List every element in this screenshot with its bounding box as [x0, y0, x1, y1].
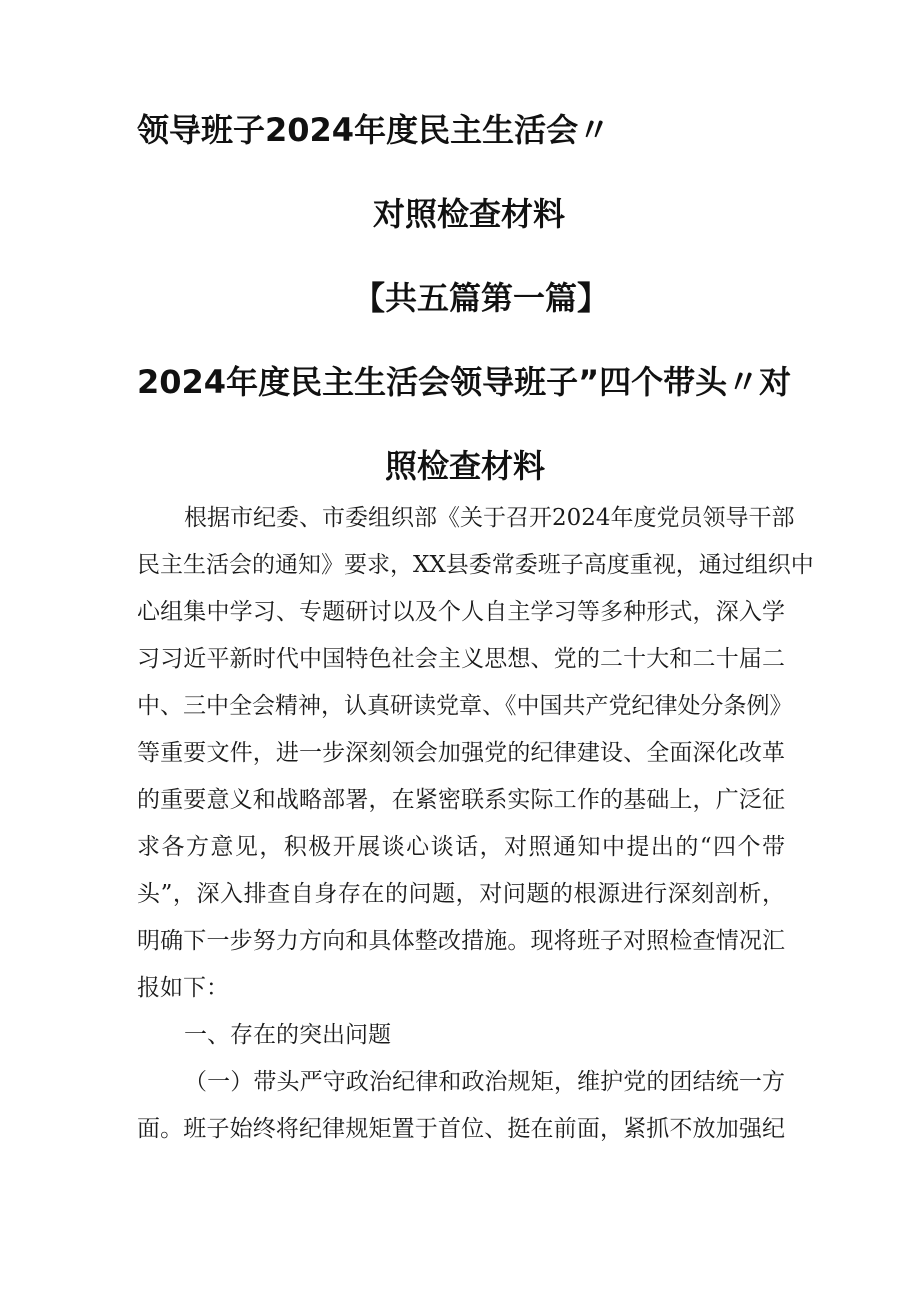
- title-line-5: 照检查材料: [385, 447, 546, 485]
- paragraph-1-line-1: 根据市纪委、市委组织部《关于召开2024年度党员领导干部: [184, 505, 795, 531]
- paragraph-1-line-4: 习习近平新时代中国特色社会主义思想、党的二十大和二十届二: [137, 646, 785, 672]
- paragraph-1-line-5: 中、三中全会精神，认真研读党章、《中国共产党纪律处分条例》: [137, 693, 793, 719]
- paragraph-1-line-11: 报如下：: [137, 975, 229, 1001]
- paragraph-2-line-2: 面。班子始终将纪律规矩置于首位、挺在前面，紧抓不放加强纪: [137, 1116, 785, 1142]
- paragraph-2-line-1: （一）带头严守政治纪律和政治规矩，维护党的团结统一方: [184, 1069, 785, 1095]
- title-line-2: 对照检查材料: [373, 195, 566, 233]
- paragraph-1-line-8: 求各方意见，积极开展谈心谈话，对照通知中提出的“四个带: [137, 834, 785, 860]
- paragraph-1-line-7: 的重要意义和战略部署，在紧密联系实际工作的基础上，广泛征: [137, 787, 785, 813]
- paragraph-1-line-6: 等重要文件，进一步深刻领会加强党的纪律建设、全面深化改革: [137, 740, 785, 766]
- paragraph-1-line-2: 民主生活会的通知》要求，XX县委常委班子高度重视，通过组织中: [137, 552, 814, 578]
- section-heading-1: 一、存在的突出问题: [184, 1022, 391, 1048]
- title-line-1: 领导班子2024年度民主生活会〃: [137, 111, 611, 149]
- title-line-4: 2024年度民主生活会领导班子”四个带头〃对: [137, 363, 792, 401]
- paragraph-1-line-10: 明确下一步努力方向和具体整改措施。现将班子对照检查情况汇: [137, 928, 785, 954]
- paragraph-1-line-9: 头”，深入排查自身存在的问题，对问题的根源进行深刻剖析，: [137, 881, 785, 907]
- paragraph-1-line-3: 心组集中学习、专题研讨以及个人自主学习等多种形式，深入学: [137, 599, 785, 625]
- title-line-3: 【共五篇第一篇】: [353, 279, 610, 317]
